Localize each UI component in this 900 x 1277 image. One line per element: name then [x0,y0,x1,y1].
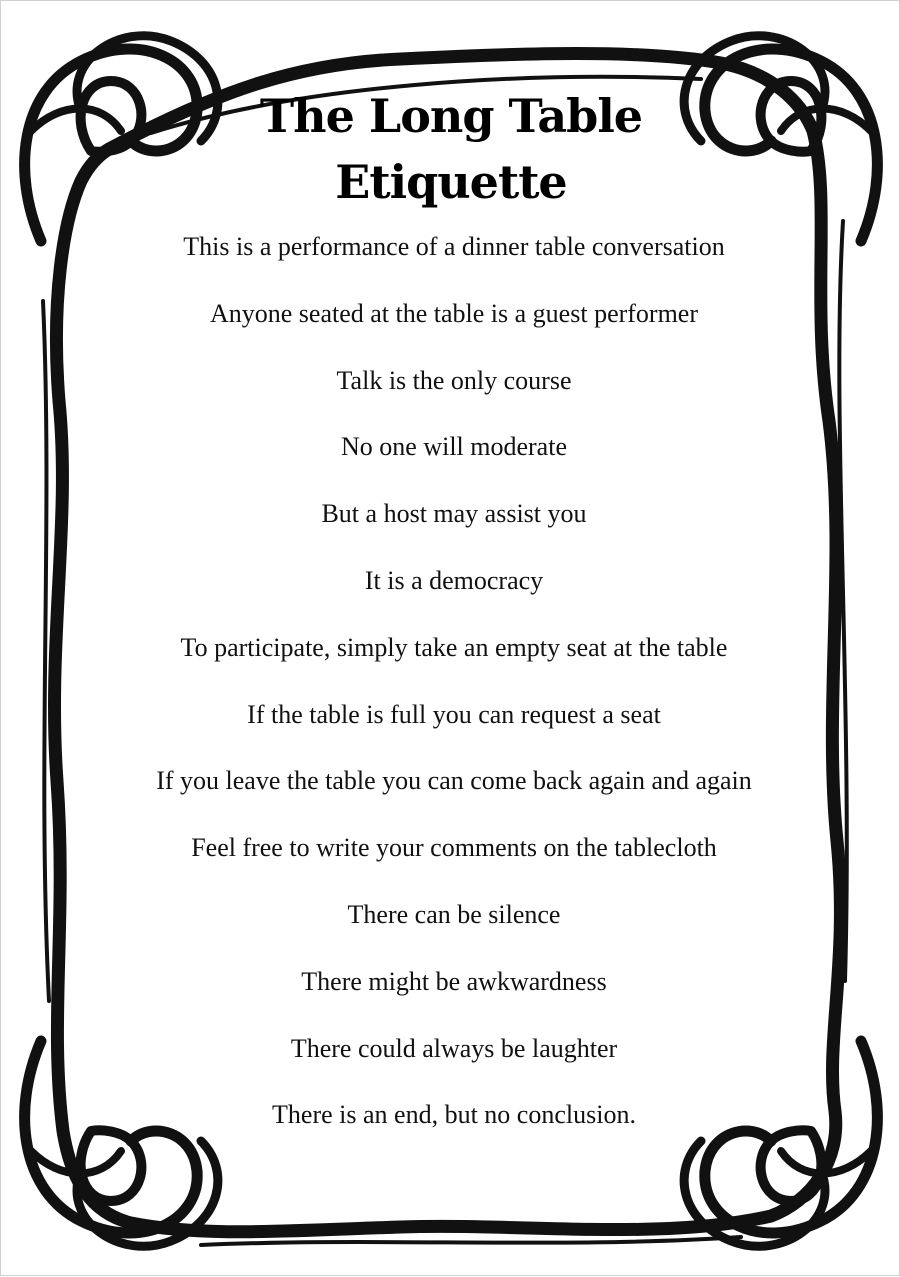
etiquette-line: No one will moderate [341,432,567,462]
title-line-2: Etiquette [335,155,567,209]
etiquette-line: It is a democracy [364,565,544,595]
etiquette-line: But a host may assist you [321,499,587,529]
etiquette-line: There might be awkwardness [301,966,607,996]
etiquette-line: If you leave the table you can come back again and again [156,766,752,796]
page-title [151,83,751,215]
title-line-1: The Long Table [259,89,643,143]
etiquette-line: Talk is the only course [336,365,572,395]
etiquette-line: If the table is full you can request a seat [247,699,661,729]
etiquette-line: There can be silence [347,899,561,929]
etiquette-line: There could always be laughter [290,1033,618,1063]
etiquette-line: Anyone seated at the table is a guest performer [209,298,699,328]
etiquette-line: Feel free to write your comments on the tablecloth [191,833,717,863]
etiquette-list [111,227,797,1162]
etiquette-line: There is an end, but no conclusion. [272,1100,636,1130]
etiquette-line: This is a performance of a dinner table conversation [183,232,725,261]
etiquette-line: To participate, simply take an empty seat at the table [180,632,728,662]
